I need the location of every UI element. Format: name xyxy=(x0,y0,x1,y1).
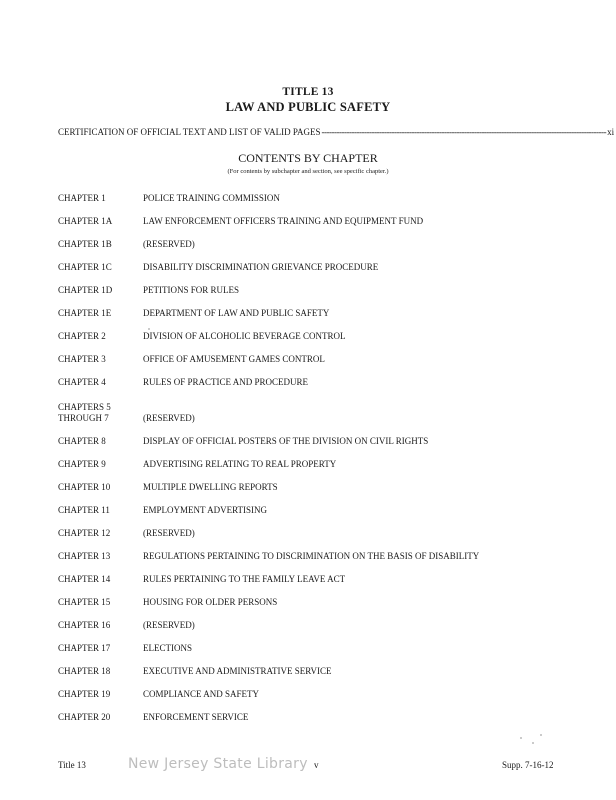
scan-speck xyxy=(148,328,150,330)
chapter-title: MULTIPLE DWELLING REPORTS xyxy=(143,482,278,492)
chapter-number: CHAPTER 1B xyxy=(58,239,112,249)
chapter-title: ENFORCEMENT SERVICE xyxy=(143,712,249,722)
document-header xyxy=(0,86,616,115)
chapter-number: CHAPTER 13 xyxy=(58,551,111,561)
chapter-title: OFFICE OF AMUSEMENT GAMES CONTROL xyxy=(143,354,325,364)
chapter-title: EXECUTIVE AND ADMINISTRATIVE SERVICE xyxy=(143,666,332,676)
chapter-title: REGULATIONS PERTAINING TO DISCRIMINATION ON THE BASIS OF DISABILITY xyxy=(143,551,480,561)
certification-line xyxy=(58,127,615,137)
chapter-number: CHAPTER 8 xyxy=(58,436,106,446)
contents-note: (For contents by subchapter and section, see specific chapter.) xyxy=(227,168,389,175)
chapter-title: PETITIONS FOR RULES xyxy=(143,285,240,295)
chapter-title: ADVERTISING RELATING TO REAL PROPERTY xyxy=(143,459,337,469)
chapter-title: (RESERVED) xyxy=(143,239,195,249)
footer-title: Title 13 xyxy=(58,760,86,770)
contents-heading: CONTENTS BY CHAPTER xyxy=(238,151,378,165)
chapter-title: (RESERVED) xyxy=(143,413,195,423)
chapter-number: CHAPTER 14 xyxy=(58,574,111,584)
chapter-number: CHAPTER 15 xyxy=(58,597,111,607)
chapter-number: CHAPTER 17 xyxy=(58,643,111,653)
chapter-number: CHAPTER 10 xyxy=(58,482,111,492)
page-number: v xyxy=(314,760,319,770)
chapter-number: CHAPTER 3 xyxy=(58,354,106,364)
chapter-title: HOUSING FOR OLDER PERSONS xyxy=(143,597,278,607)
chapter-number: CHAPTER 18 xyxy=(58,666,111,676)
chapter-title: RULES OF PRACTICE AND PROCEDURE xyxy=(143,377,309,387)
chapter-title: (RESERVED) xyxy=(143,620,195,630)
title-name: LAW AND PUBLIC SAFETY xyxy=(225,100,391,114)
chapter-number: CHAPTER 2 xyxy=(58,331,106,341)
scan-speck xyxy=(532,742,534,744)
chapter-title: DISABILITY DISCRIMINATION GRIEVANCE PROCEDURE xyxy=(143,262,379,272)
chapter-number: CHAPTER 20 xyxy=(58,712,111,722)
chapter-title: (RESERVED) xyxy=(143,528,195,538)
scan-speck xyxy=(520,737,522,739)
chapter-number: CHAPTER 1D xyxy=(58,285,113,295)
supplement-date: Supp. 7-16-12 xyxy=(502,760,554,770)
chapter-number: CHAPTER 11 xyxy=(58,505,110,515)
certification-text: CERTIFICATION OF OFFICIAL TEXT AND LIST OF VALID PAGES xyxy=(58,127,321,137)
chapter-number: THROUGH 7 xyxy=(58,413,109,423)
chapter-number: CHAPTER 1A xyxy=(58,216,113,226)
chapter-title: POLICE TRAINING COMMISSION xyxy=(143,193,280,203)
chapter-title: DIVISION OF ALCOHOLIC BEVERAGE CONTROL xyxy=(143,331,346,341)
chapter-number: CHAPTERS 5 xyxy=(58,402,111,412)
chapter-title: ELECTIONS xyxy=(143,643,192,653)
chapter-title: DISPLAY OF OFFICIAL POSTERS OF THE DIVISION ON CIVIL RIGHTS xyxy=(143,436,429,446)
library-stamp: New Jersey State Library xyxy=(128,756,308,772)
chapter-title: EMPLOYMENT ADVERTISING xyxy=(143,505,268,515)
chapter-title: RULES PERTAINING TO THE FAMILY LEAVE ACT xyxy=(143,574,346,584)
chapter-number: CHAPTER 9 xyxy=(58,459,106,469)
chapter-number: CHAPTER 1 xyxy=(58,193,106,203)
chapter-number: CHAPTER 4 xyxy=(58,377,106,387)
chapter-number: CHAPTER 1C xyxy=(58,262,112,272)
chapter-number: CHAPTER 12 xyxy=(58,528,111,538)
title-number: TITLE 13 xyxy=(282,86,334,98)
dot-leader: ------------------------------------------------------------------------------------------------------------------ xyxy=(321,127,607,137)
chapter-title: DEPARTMENT OF LAW AND PUBLIC SAFETY xyxy=(143,308,330,318)
chapter-number: CHAPTER 19 xyxy=(58,689,111,699)
scan-speck xyxy=(540,734,542,736)
chapter-title: COMPLIANCE AND SAFETY xyxy=(143,689,260,699)
chapter-number: CHAPTER 16 xyxy=(58,620,111,630)
certification-page: xi xyxy=(607,127,615,137)
chapter-number: CHAPTER 1E xyxy=(58,308,112,318)
chapter-title: LAW ENFORCEMENT OFFICERS TRAINING AND EQUIPMENT FUND xyxy=(143,216,424,226)
